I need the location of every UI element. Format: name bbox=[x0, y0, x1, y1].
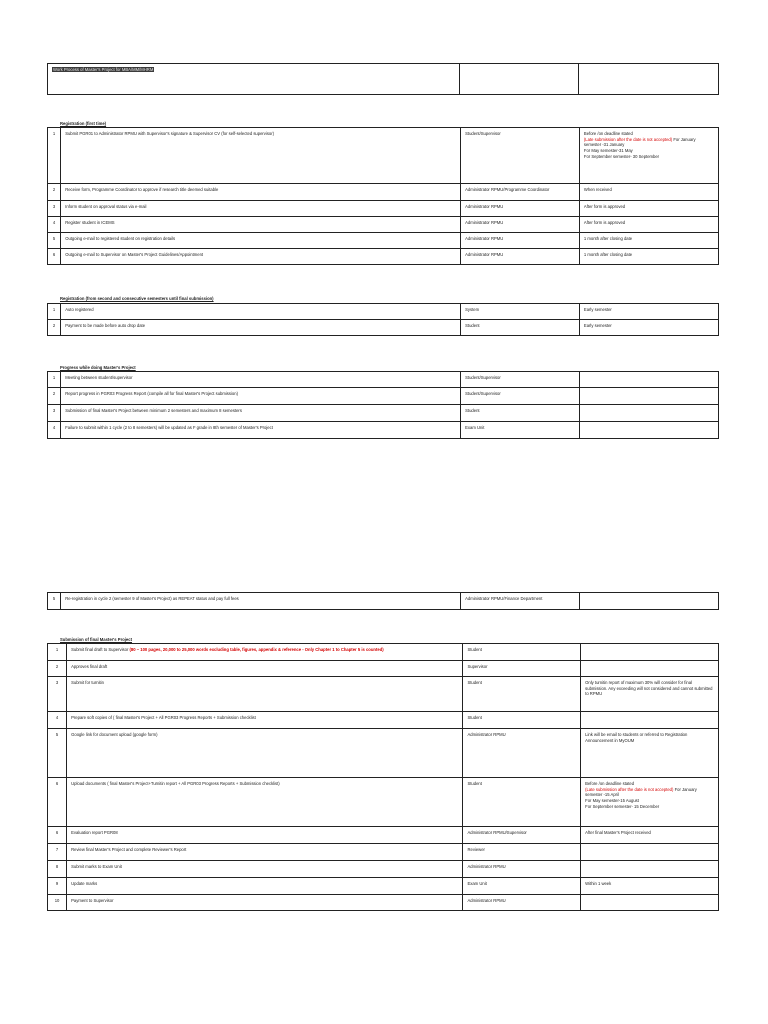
row-description: Submit for turnitin bbox=[67, 677, 463, 712]
submission-table bbox=[47, 643, 719, 911]
row-responsible: Student/Supervisor bbox=[461, 128, 580, 184]
row-responsible: Exam Unit bbox=[461, 422, 580, 439]
row-description: Update marks bbox=[67, 878, 463, 895]
row-timeline: Early semester bbox=[579, 304, 718, 320]
row-number: 2 bbox=[48, 661, 67, 677]
section-heading-progress: Progress while doing Master's Project bbox=[60, 365, 136, 370]
table-row bbox=[48, 878, 719, 895]
row-responsible: Student bbox=[463, 712, 581, 729]
row-description: Re-registration in cycle 2 (semester 9 of Master's Project) as REPEAT status and pay full fees bbox=[61, 593, 461, 610]
row-description: Payment to Supervisor bbox=[67, 895, 463, 911]
title-empty-cell bbox=[460, 64, 579, 95]
row-description: Meeting between student/supervisor bbox=[61, 372, 461, 388]
row-timeline: After form is approved bbox=[579, 217, 718, 233]
row-timeline bbox=[581, 844, 719, 861]
table-row bbox=[48, 661, 719, 677]
row-number: 9 bbox=[48, 878, 67, 895]
row-description: Receive form, Programme Coordinator to approve if research title deemed suitable bbox=[61, 184, 461, 201]
registration-first-table bbox=[47, 127, 719, 265]
row-number: 6 bbox=[48, 827, 67, 844]
timeline-text: Before /on deadline stated bbox=[583, 131, 633, 136]
row-description bbox=[67, 644, 463, 661]
table-row bbox=[48, 372, 719, 388]
row-responsible: Student/Supervisor bbox=[461, 388, 580, 405]
row-responsible: Reviewer bbox=[463, 844, 581, 861]
row-responsible: Administrator RPMU bbox=[461, 249, 580, 265]
row-number: 10 bbox=[48, 895, 67, 911]
row-timeline bbox=[581, 644, 719, 661]
row-description: Outgoing e-mail to Supervisor on Master's Project Guidelines/Appointment bbox=[61, 249, 461, 265]
table-row bbox=[48, 593, 719, 610]
row-description: Google link for document upload (google form) bbox=[67, 729, 463, 778]
table-row bbox=[48, 677, 719, 712]
registration-second-table bbox=[47, 303, 719, 336]
row-number: 3 bbox=[48, 201, 61, 217]
row-number: 5 bbox=[48, 729, 67, 778]
row-timeline bbox=[579, 593, 718, 610]
timeline-text: For September semester- 15 December bbox=[585, 803, 660, 809]
row-responsible: Student bbox=[463, 644, 581, 661]
timeline-warning: (Late submission after the date is not accepted) bbox=[583, 136, 673, 142]
row-timeline bbox=[579, 388, 718, 405]
progress-table bbox=[47, 371, 719, 439]
row-number: 1 bbox=[48, 128, 61, 184]
row-timeline: Early semester bbox=[579, 320, 718, 336]
row-timeline bbox=[581, 712, 719, 729]
row-responsible: Administrator RPMU/Finance Department bbox=[461, 593, 580, 610]
table-row bbox=[48, 233, 719, 249]
timeline-text: For May semester-15 August bbox=[585, 798, 639, 804]
table-row bbox=[48, 320, 719, 336]
row-timeline: After form is approved bbox=[579, 201, 718, 217]
row-description: Failure to submit within 1 cycle (2 to 8 semesters) will be updated as F grade in 8th semester of Master's Project bbox=[61, 422, 461, 439]
row-responsible: Supervisor bbox=[463, 661, 581, 677]
row-responsible: Administrator RPMU/Supervisor bbox=[463, 827, 581, 844]
table-row bbox=[48, 895, 719, 911]
row-number: 3 bbox=[48, 677, 67, 712]
row-timeline: When received bbox=[579, 184, 718, 201]
timeline-text: Before /on deadline stated bbox=[585, 781, 635, 786]
table-row bbox=[48, 644, 719, 661]
row-description: Evaluation report PGR08 bbox=[67, 827, 463, 844]
table-row bbox=[48, 827, 719, 844]
row-description: Approves final draft bbox=[67, 661, 463, 677]
row-responsible: Administrator RPMU bbox=[463, 729, 581, 778]
table-row bbox=[48, 128, 719, 184]
row-number: 2 bbox=[48, 320, 61, 336]
section-heading-submission: Submission of final Master's Project bbox=[60, 637, 132, 642]
section-heading-registration-second: Registration (from second and consecutive semesters until final submission) bbox=[60, 296, 214, 301]
row-responsible: System bbox=[461, 304, 580, 320]
row-timeline bbox=[581, 895, 719, 911]
title-empty-cell bbox=[579, 64, 719, 95]
title-table bbox=[47, 63, 719, 95]
row-timeline bbox=[581, 661, 719, 677]
row-timeline: Link will be email to students or referred to Registration Announcement in MyOUM bbox=[581, 729, 719, 778]
row-number: 7 bbox=[48, 844, 67, 861]
row-responsible: Administrator RPMU bbox=[463, 861, 581, 878]
row-responsible: Administrator RPMU bbox=[461, 201, 580, 217]
table-row bbox=[48, 844, 719, 861]
row-description: Submit marks to Exam Unit bbox=[67, 861, 463, 878]
timeline-warning: (Late submission after the date is not accepted) bbox=[585, 786, 674, 792]
table-row bbox=[48, 778, 719, 827]
table-row bbox=[48, 729, 719, 778]
timeline-text: For May semester-31 May bbox=[583, 148, 633, 154]
progress-extra-table bbox=[47, 592, 719, 610]
row-responsible: Student bbox=[463, 677, 581, 712]
row-responsible: Exam Unit bbox=[463, 878, 581, 895]
row-number: 5 bbox=[48, 233, 61, 249]
row-description: Prepare soft copies of ( final Master's Project + All PGR03 Progress Reports + Submission checklist bbox=[67, 712, 463, 729]
timeline-text: For January semester -31 January bbox=[583, 136, 696, 148]
row-description: Register student in ICEMS bbox=[61, 217, 461, 233]
row-responsible: Administrator RPMU/Programme Coordinator bbox=[461, 184, 580, 201]
row-description: Submit PGR01 to Administrator RPMU with Supervisor's signature & Supervisor CV (for self-selected supervisor) bbox=[61, 128, 461, 184]
row-number: 1 bbox=[48, 372, 61, 388]
row-timeline: 1 month after closing date bbox=[579, 233, 718, 249]
row-timeline: 1 month after closing date bbox=[579, 249, 718, 265]
table-row bbox=[48, 861, 719, 878]
row-number: 4 bbox=[48, 422, 61, 439]
row-timeline: Within 1 week bbox=[581, 878, 719, 895]
row-description: Upload documents ( final Master's Project+Turnitin report + All PGR03 Progress Reports + Submission checklist) bbox=[67, 778, 463, 827]
page-title: Work Process of Master's Project for MBA/MM/MHRM bbox=[53, 67, 154, 72]
timeline-text: For January semester -15 April bbox=[585, 786, 697, 798]
table-row bbox=[48, 217, 719, 233]
row-number: 4 bbox=[48, 712, 67, 729]
table-row bbox=[48, 249, 719, 265]
row-description: Inform student on approval status via e-mail bbox=[61, 201, 461, 217]
row-description: Review final Master's Project and complete Reviewer's Report bbox=[67, 844, 463, 861]
table-row bbox=[48, 201, 719, 217]
section-heading-registration-first: Registration (first time) bbox=[60, 121, 107, 126]
table-row bbox=[48, 422, 719, 439]
table-row bbox=[48, 388, 719, 405]
table-row bbox=[48, 405, 719, 422]
row-timeline bbox=[581, 778, 719, 827]
row-number: 1 bbox=[48, 644, 67, 661]
row-timeline: After final Master's Project received bbox=[581, 827, 719, 844]
row-responsible: Administrator RPMU bbox=[463, 895, 581, 911]
row-timeline bbox=[579, 372, 718, 388]
row-responsible: Administrator RPMU bbox=[461, 217, 580, 233]
row-number: 1 bbox=[48, 304, 61, 320]
row-timeline bbox=[581, 861, 719, 878]
table-row bbox=[48, 712, 719, 729]
row-responsible: Student/Supervisor bbox=[461, 372, 580, 388]
timeline-text: For September semester- 30 September bbox=[583, 153, 660, 159]
row-number: 4 bbox=[48, 217, 61, 233]
row-description: Payment to be made before auto drop date bbox=[61, 320, 461, 336]
table-row bbox=[48, 304, 719, 320]
row-description: Outgoing e-mail to registered student on registration details bbox=[61, 233, 461, 249]
row-number: 6 bbox=[48, 778, 67, 827]
row-responsible: Student bbox=[461, 320, 580, 336]
table-row bbox=[48, 184, 719, 201]
row-responsible: Student bbox=[461, 405, 580, 422]
row-timeline bbox=[579, 405, 718, 422]
row-timeline bbox=[579, 422, 718, 439]
description-text: Submit final draft to Supervisor bbox=[71, 647, 130, 652]
row-number: 8 bbox=[48, 861, 67, 878]
title-cell bbox=[48, 64, 460, 95]
row-responsible: Administrator RPMU bbox=[461, 233, 580, 249]
row-description: Report progress in PGR03 Progress Report (compile all for final Master's Project submission) bbox=[61, 388, 461, 405]
row-number: 5 bbox=[48, 593, 61, 610]
row-timeline: Only turnitin report of maximum 30% will consider for final submission. Any exceeding will not considered and cannot submitted to RPMU bbox=[581, 677, 719, 712]
row-timeline bbox=[579, 128, 718, 184]
row-number: 2 bbox=[48, 184, 61, 201]
row-number: 6 bbox=[48, 249, 61, 265]
row-description: Auto registered bbox=[61, 304, 461, 320]
row-number: 3 bbox=[48, 405, 61, 422]
row-number: 2 bbox=[48, 388, 61, 405]
description-requirement: (80 – 100 pages, 20,000 to 25,000 words excluding table, figures, appendix & reference - Only Chapter 1 to Chapter 5 is counted) bbox=[129, 647, 384, 652]
row-description: Submission of final Master's Project between minimum 2 semesters and maximum 8 semesters bbox=[61, 405, 461, 422]
row-responsible: Student bbox=[463, 778, 581, 827]
